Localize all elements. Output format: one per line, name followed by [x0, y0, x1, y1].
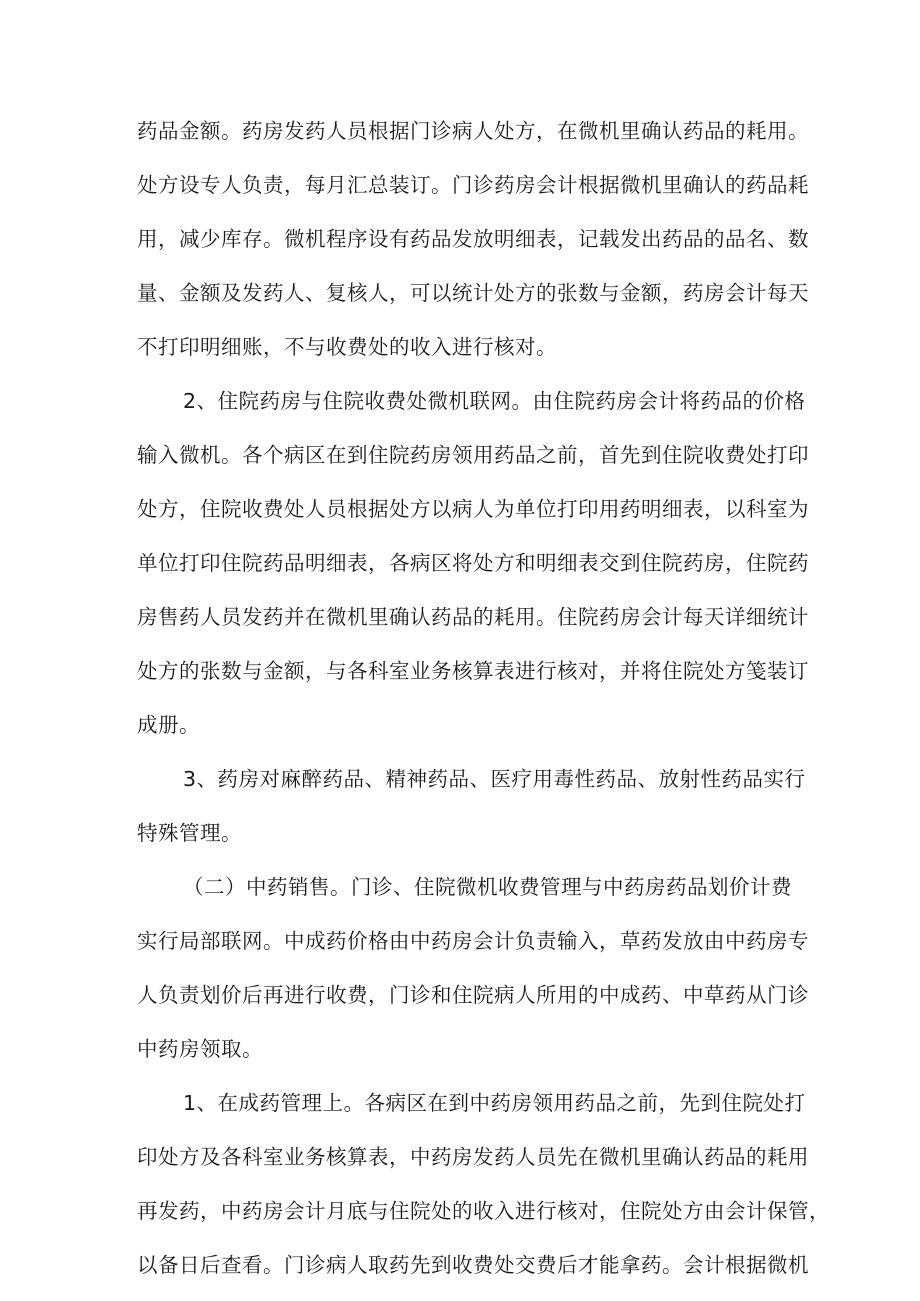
text-line: 以备日后查看。门诊病人取药先到收费处交费后才能拿药。会计根据微机 [137, 1253, 809, 1277]
text-line: 人负责划价后再进行收费，门诊和住院病人所用的中成药、中草药从门诊 [137, 983, 809, 1007]
text-line: 量、金额及发药人、复核人，可以统计处方的张数与金额，药房会计每天 [137, 281, 809, 305]
text-line: 处方，住院收费处人员根据处方以病人为单位打印用药明细表，以科室为 [137, 497, 809, 521]
text-line: 实行局部联网。中成药价格由中药房会计负责输入，草药发放由中药房专 [137, 929, 809, 953]
text-line: 2、住院药房与住院收费处微机联网。由住院药房会计将药品的价格 [183, 389, 806, 413]
text-line: 处方的张数与金额，与各科室业务核算表进行核对，并将住院处方笺装订 [137, 659, 809, 683]
text-line: 输入微机。各个病区在到住院药房领用药品之前，首先到住院收费处打印 [137, 443, 809, 467]
text-line: 再发药，中药房会计月底与住院处的收入进行核对，住院处方由会计保管， [137, 1199, 830, 1223]
text-line: 1、在成药管理上。各病区在到中药房领用药品之前，先到住院处打 [183, 1091, 806, 1115]
text-line: 中药房领取。 [137, 1037, 263, 1061]
text-line: 成册。 [137, 713, 200, 737]
text-line: 药品金额。药房发药人员根据门诊病人处方，在微机里确认药品的耗用。 [137, 119, 809, 143]
text-line: 用，减少库存。微机程序设有药品发放明细表，记载发出药品的品名、数 [137, 227, 809, 251]
text-line: 处方设专人负责，每月汇总装订。门诊药房会计根据微机里确认的药品耗 [137, 173, 809, 197]
text-line: 不打印明细账，不与收费处的收入进行核对。 [137, 335, 557, 359]
text-line: 3、药房对麻醉药品、精神药品、医疗用毒性药品、放射性药品实行 [183, 767, 806, 791]
text-line: 单位打印住院药品明细表，各病区将处方和明细表交到住院药房，住院药 [137, 551, 809, 575]
text-line: 房售药人员发药并在微机里确认药品的耗用。住院药房会计每天详细统计 [137, 605, 809, 629]
text-line: （二）中药销售。门诊、住院微机收费管理与中药房药品划价计费 [183, 875, 792, 899]
text-line: 特殊管理。 [137, 821, 242, 845]
text-line: 印处方及各科室业务核算表，中药房发药人员先在微机里确认药品的耗用 [137, 1145, 809, 1169]
